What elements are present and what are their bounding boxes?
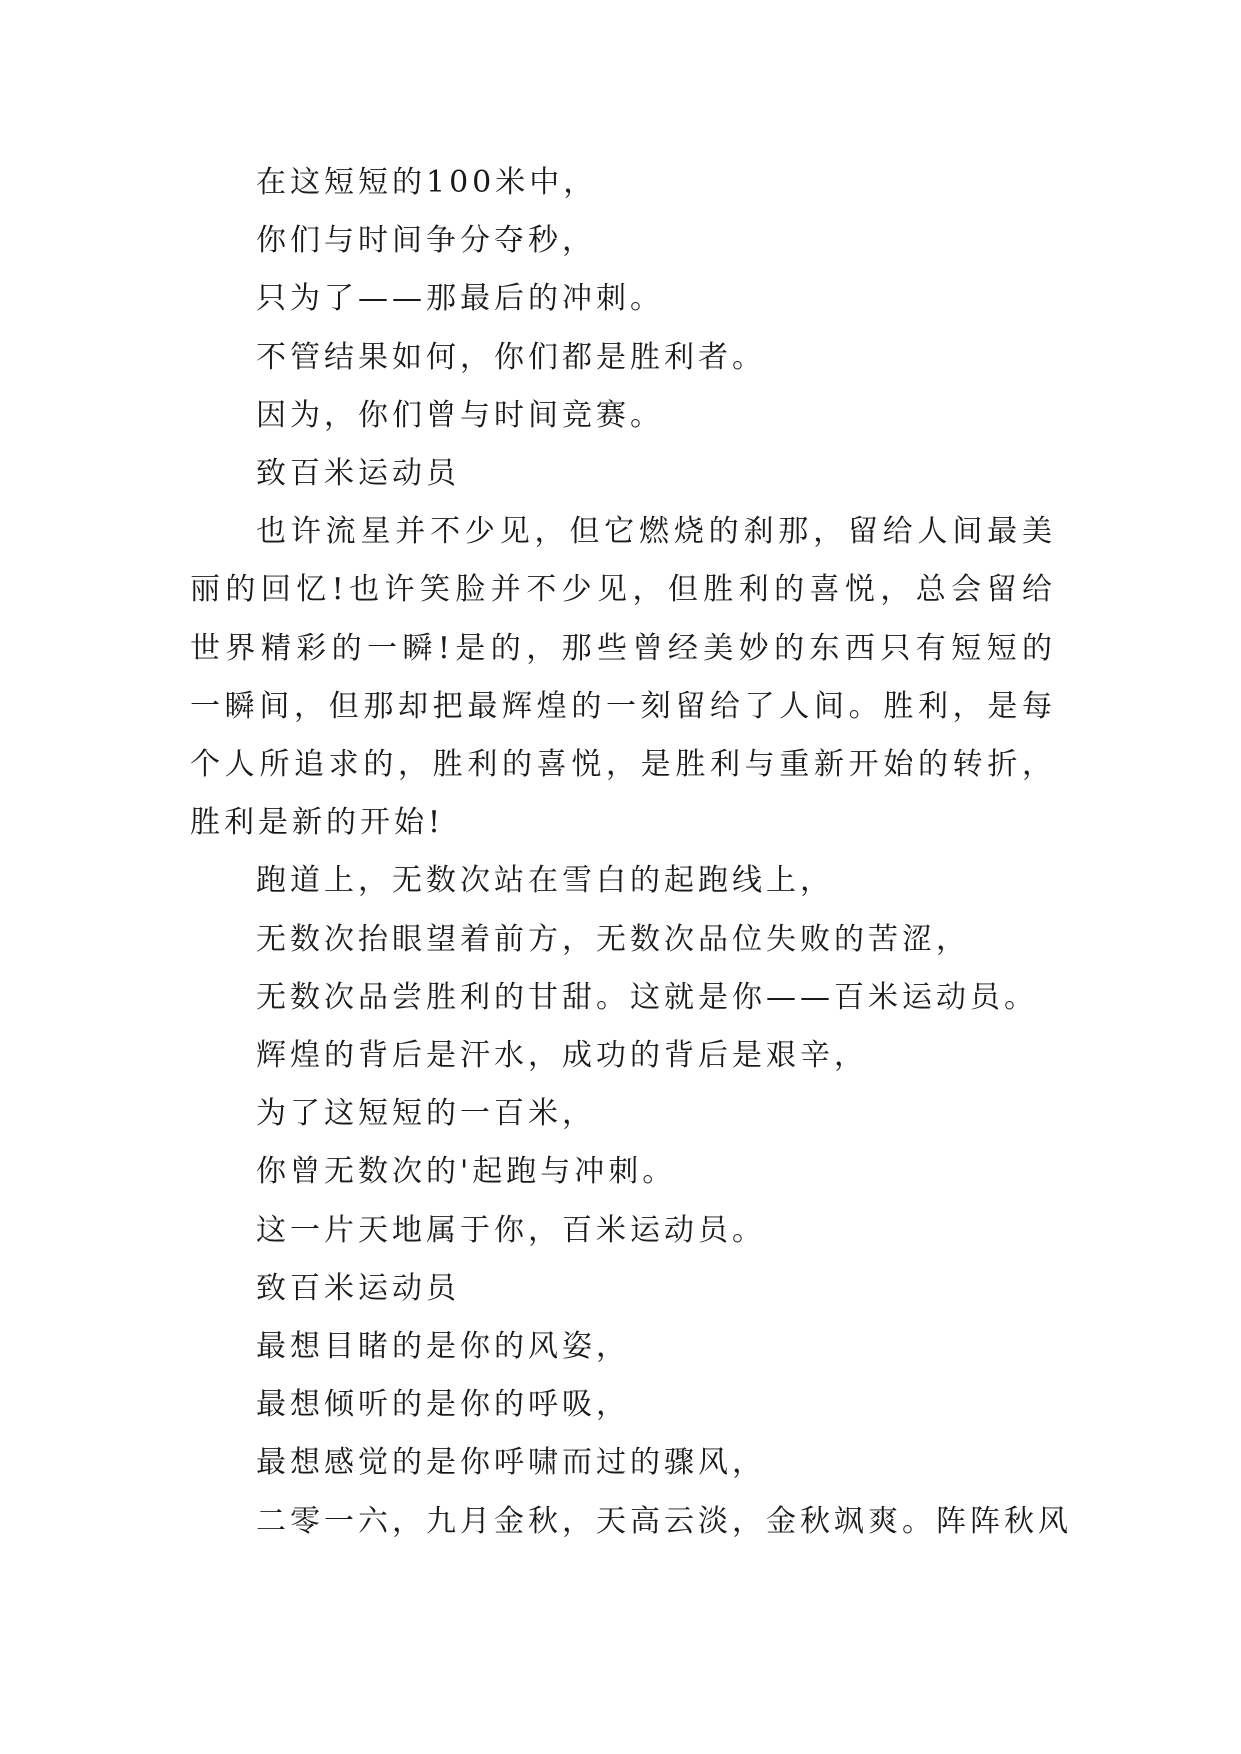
text-line: 最想倾听的是你的呼吸， <box>256 1387 630 1423</box>
text-line: 这一片天地属于你，百米运动员。 <box>256 1212 766 1248</box>
text-line: 你们与时间争分夺秒， <box>256 223 596 259</box>
text-line: 无数次抬眼望着前方，无数次品位失败的苦涩， <box>256 921 970 957</box>
text-line: 无数次品尝胜利的甘甜。这就是你——百米运动员。 <box>256 979 1038 1015</box>
text-line: 跑道上，无数次站在雪白的起跑线上， <box>256 863 834 899</box>
text-line: 你曾无数次的'起跑与冲刺。 <box>256 1154 677 1190</box>
text-line: 辉煌的背后是汗水，成功的背后是艰辛， <box>256 1038 868 1074</box>
document-body <box>190 154 1072 1551</box>
text-line: 最想目睹的是你的风姿， <box>256 1329 630 1365</box>
text-line: 在这短短的100米中， <box>256 165 598 200</box>
text-line: 不管结果如何，你们都是胜利者。 <box>256 339 766 375</box>
section-heading: 致百米运动员 <box>256 1270 460 1306</box>
section-heading: 致百米运动员 <box>256 456 460 492</box>
text-line: 只为了——那最后的冲刺。 <box>256 281 664 317</box>
body-paragraph: 也许流星并不少见，但它燃烧的刹那，留给人间最美丽的回忆!也许笑脸并不少见，但胜利的喜悦，总会留给世界精彩的一瞬!是的，那些曾经美妙的东西只有短短的一瞬间，但那却把最辉煌的一刻留给了人间。胜利，是每个人所追求的，胜利的喜悦，是胜利与重新开始的转折，胜利是新的开始! <box>190 514 1056 841</box>
text-line: 为了这短短的一百米， <box>256 1096 596 1132</box>
text-line: 二零一六，九月金秋，天高云淡，金秋飒爽。阵阵秋风 <box>256 1503 1072 1539</box>
text-line: 因为，你们曾与时间竞赛。 <box>256 397 664 433</box>
text-line: 最想感觉的是你呼啸而过的骤风， <box>256 1445 766 1481</box>
